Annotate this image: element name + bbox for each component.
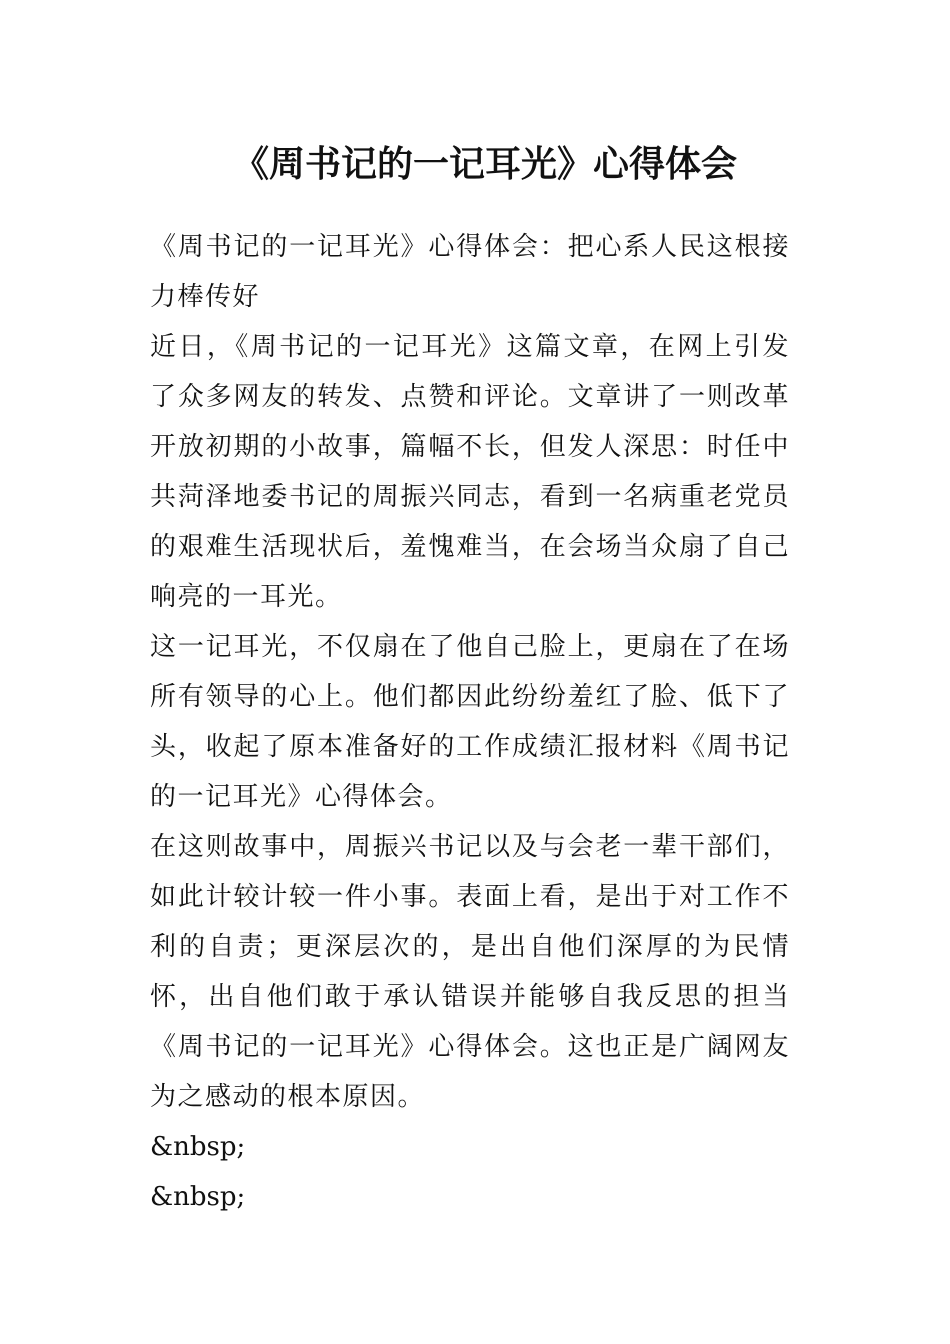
paragraph-subtitle: 《周书记的一记耳光》心得体会：把心系人民这根接力棒传好	[150, 232, 790, 312]
paragraph-reflection: 在这则故事中，周振兴书记以及与会老一辈干部们，如此计较计较一件小事。表面上看，是出于对工作不利的自责；更深层次的，是出自他们深厚的为民情怀，出自他们敢于承认错误并能够自我反思的担当《周书记的一记耳光》心得体会。这也正是广阔网友为之感动的根本原因。	[150, 832, 790, 1112]
paragraph-nbsp-2: &nbsp;	[150, 1182, 246, 1212]
paragraph-nbsp-1: &nbsp;	[150, 1132, 246, 1162]
document-title: 《周书记的一记耳光》心得体会	[232, 143, 737, 185]
paragraph-intro: 近日，《周书记的一记耳光》这篇文章，在网上引发了众多网友的转发、点赞和评论。文章讲了一则改革开放初期的小故事，篇幅不长，但发人深思：时任中共菏泽地委书记的周振兴同志，看到一名病重老党员的艰难生活现状后，羞愧难当，在会场当众扇了自己响亮的一耳光。	[150, 332, 790, 612]
document-body	[150, 222, 790, 1222]
paragraph-slap: 这一记耳光，不仅扇在了他自己脸上，更扇在了在场所有领导的心上。他们都因此纷纷羞红了脸、低下了头，收起了原本准备好的工作成绩汇报材料《周书记的一记耳光》心得体会。	[150, 632, 790, 812]
